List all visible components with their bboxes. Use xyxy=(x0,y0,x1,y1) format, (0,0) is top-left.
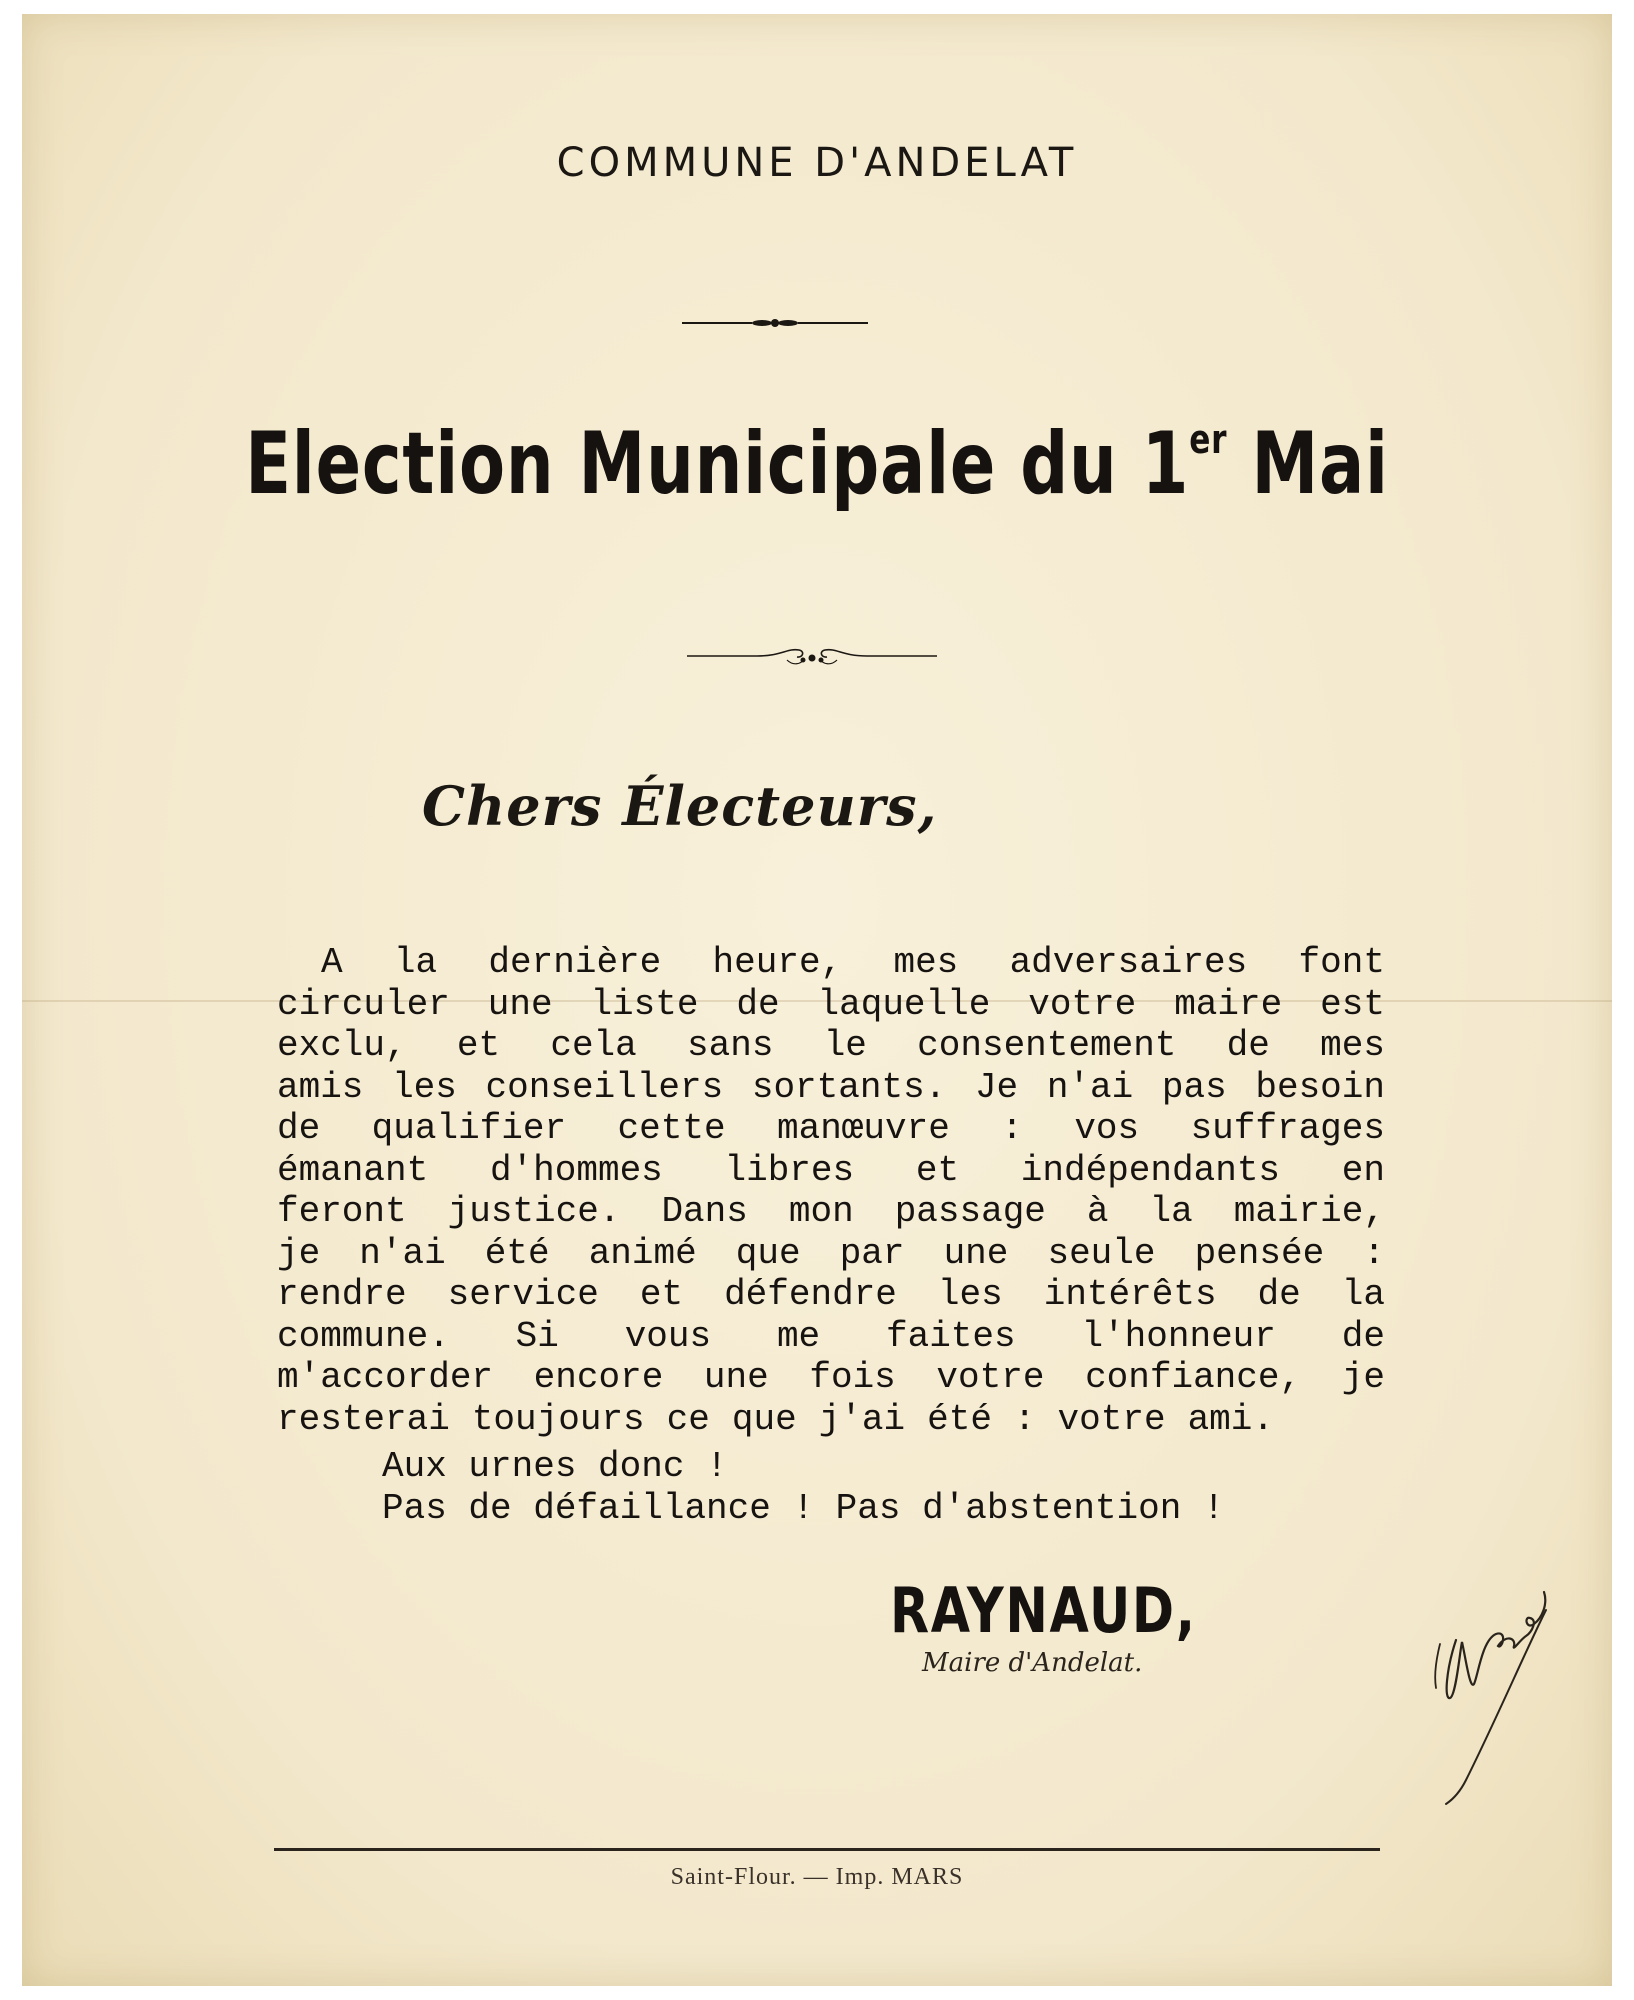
body-word: sans xyxy=(687,1025,774,1066)
body-word: une xyxy=(487,983,553,1025)
body-word: suffrages xyxy=(1190,1108,1385,1149)
body-line xyxy=(277,1233,1385,1275)
body-word: manœuvre xyxy=(777,1108,950,1149)
body-word: par xyxy=(839,1232,905,1274)
body-word: pas xyxy=(1161,1066,1227,1108)
body-word: vous xyxy=(624,1315,712,1357)
body-line xyxy=(277,1316,1385,1358)
poster-sheet xyxy=(22,14,1612,1986)
signatory-role: Maire d'Andelat. xyxy=(922,1648,1143,1678)
body-word: m'accorder xyxy=(277,1357,494,1398)
exhortation-line-1: Aux urnes donc ! xyxy=(382,1446,728,1487)
footer-rule xyxy=(274,1848,1380,1851)
body-word: je xyxy=(277,1232,321,1274)
body-word: et xyxy=(915,1149,960,1191)
body-word: consentement xyxy=(917,1025,1177,1066)
body-word: libres xyxy=(724,1149,855,1191)
exhortation-line-2: Pas de défaillance ! Pas d'abstention ! xyxy=(382,1488,1225,1529)
letter-body xyxy=(277,942,1385,1440)
title-superscript: er xyxy=(1189,417,1228,463)
body-word: sortants. xyxy=(751,1066,947,1108)
body-word: animé xyxy=(588,1232,697,1274)
body-word: et xyxy=(456,1025,501,1066)
title-month: Mai xyxy=(1251,414,1389,514)
body-word: mes xyxy=(1320,1025,1385,1066)
body-word: l'honneur xyxy=(1081,1315,1276,1357)
body-word: service xyxy=(447,1274,599,1315)
body-line xyxy=(277,1191,1385,1233)
body-word: le xyxy=(823,1025,867,1066)
body-line xyxy=(277,1274,1385,1316)
body-line xyxy=(277,942,1385,984)
body-word: émanant xyxy=(277,1149,429,1191)
body-word: mairie, xyxy=(1233,1191,1385,1232)
body-word: les xyxy=(392,1066,457,1108)
body-word: de xyxy=(736,983,780,1025)
body-word: cette xyxy=(617,1108,726,1149)
body-word: de xyxy=(1226,1025,1270,1066)
exhortation xyxy=(382,1446,1225,1530)
body-word: circuler xyxy=(277,983,450,1025)
body-word: maire xyxy=(1174,983,1283,1025)
body-word: et xyxy=(639,1274,684,1315)
body-word: confiance, xyxy=(1085,1357,1302,1398)
body-word: de xyxy=(1341,1315,1385,1357)
body-word: justice. xyxy=(447,1191,621,1232)
body-word: d'hommes xyxy=(489,1149,663,1191)
ornament-rule-top xyxy=(682,316,868,330)
body-word: adversaires xyxy=(1009,942,1248,983)
body-word: me xyxy=(776,1315,821,1357)
body-word: heure, xyxy=(712,942,843,983)
signatory-name: RAYNAUD, xyxy=(890,1574,1197,1647)
election-title xyxy=(197,414,1437,514)
body-line xyxy=(277,984,1385,1026)
body-line xyxy=(277,1357,1385,1399)
body-word: j'ai xyxy=(818,1398,906,1440)
body-word: feront xyxy=(277,1191,407,1232)
body-word: resterai xyxy=(277,1398,450,1440)
body-word: à xyxy=(1086,1191,1109,1232)
body-word: les xyxy=(937,1274,1003,1315)
body-word: passage xyxy=(894,1191,1046,1232)
body-word: : xyxy=(1013,1398,1036,1440)
body-word: dernière xyxy=(488,942,662,983)
ornament-flourish xyxy=(687,642,937,668)
body-word: amis xyxy=(277,1066,364,1108)
body-word: : xyxy=(1001,1108,1023,1149)
body-word: : xyxy=(1363,1232,1385,1274)
body-word: la xyxy=(1149,1191,1193,1232)
body-word: ami. xyxy=(1187,1398,1274,1440)
body-word: toujours xyxy=(471,1398,645,1440)
body-word: en xyxy=(1341,1149,1385,1191)
body-word: vos xyxy=(1074,1108,1140,1149)
body-word: une xyxy=(943,1232,1009,1274)
body-word: seule xyxy=(1047,1232,1156,1274)
greeting: Chers Électeurs, xyxy=(422,774,938,838)
body-word: la xyxy=(1341,1274,1385,1315)
body-word: une xyxy=(703,1357,769,1398)
body-word: fois xyxy=(809,1357,896,1398)
body-word: cela xyxy=(550,1025,637,1066)
body-word: laquelle xyxy=(817,983,991,1025)
body-word: mon xyxy=(788,1191,854,1232)
body-word: commune. xyxy=(277,1315,450,1357)
body-word: votre xyxy=(936,1357,1045,1398)
body-word: conseillers xyxy=(485,1066,724,1108)
body-word: je xyxy=(1341,1357,1385,1398)
body-word: Si xyxy=(515,1315,559,1357)
body-word: qualifier xyxy=(371,1108,567,1149)
body-word: ce xyxy=(666,1398,710,1440)
body-word: été xyxy=(484,1232,550,1274)
body-word: que xyxy=(735,1232,801,1274)
body-word: exclu, xyxy=(277,1025,407,1066)
body-word: indépendants xyxy=(1020,1149,1281,1191)
body-word: n'ai xyxy=(1046,1066,1134,1108)
body-word: Je xyxy=(974,1066,1019,1108)
body-word: intérêts xyxy=(1043,1274,1217,1315)
body-line xyxy=(277,1025,1385,1067)
body-word: été xyxy=(927,1398,992,1440)
body-word: encore xyxy=(533,1357,664,1398)
body-word: de xyxy=(1257,1274,1301,1315)
body-word: rendre xyxy=(277,1274,407,1315)
body-word: faites xyxy=(886,1315,1016,1357)
body-line xyxy=(277,1108,1385,1150)
handwritten-signature xyxy=(1426,1580,1556,1810)
body-word: votre xyxy=(1028,983,1137,1025)
body-word: n'ai xyxy=(359,1232,446,1274)
body-word: liste xyxy=(590,983,699,1025)
body-word: mes xyxy=(893,942,959,983)
printer-imprint: Saint-Flour. — Imp. MARS xyxy=(670,1864,964,1890)
body-line xyxy=(277,1067,1385,1109)
body-word: de xyxy=(277,1108,321,1149)
body-word: besoin xyxy=(1255,1066,1385,1108)
body-word: votre xyxy=(1057,1398,1166,1440)
body-word: A xyxy=(321,942,343,983)
title-main: Election Municipale du 1 xyxy=(245,414,1190,514)
body-word: la xyxy=(393,942,438,983)
commune-heading: COMMUNE D'ANDELAT xyxy=(556,140,1078,186)
body-word: que xyxy=(731,1398,797,1440)
body-line xyxy=(277,1150,1385,1192)
body-word: pensée xyxy=(1194,1232,1325,1274)
body-line xyxy=(277,1399,1385,1441)
body-word: défendre xyxy=(724,1274,897,1315)
body-word: font xyxy=(1298,942,1385,983)
body-word: Dans xyxy=(661,1191,748,1232)
body-word: est xyxy=(1320,983,1385,1025)
